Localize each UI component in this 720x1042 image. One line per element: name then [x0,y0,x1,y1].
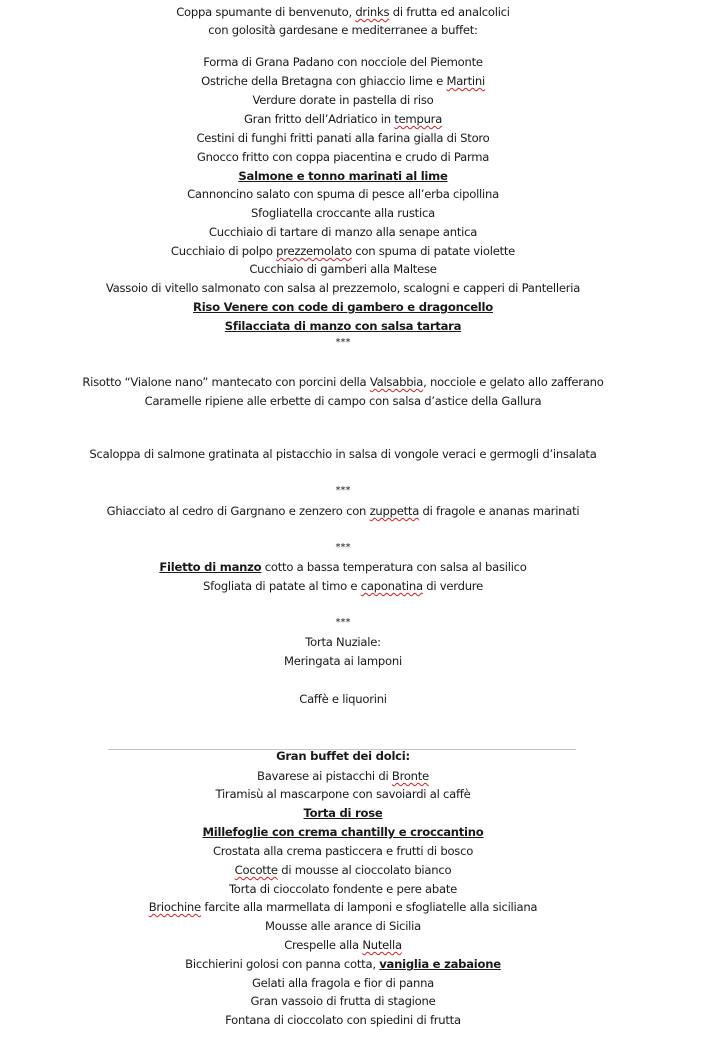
spellcheck-word: caponatina [360,579,423,593]
section-separator: *** [335,617,351,628]
spellcheck-word: drinks [355,5,390,19]
spellcheck-word: chantilly [340,825,395,839]
spellcheck-word: prezzemolato [276,244,352,258]
dolci-item: Torta di cioccolato fondente e pere abate [228,882,458,896]
dolci-item-highlight: Millefoglie con crema chantilly e croccantino [202,825,484,839]
sorbetto: Ghiacciato al cedro di Gargnano e zenzero con zuppetta di fragole e ananas marinati [106,504,580,518]
dolci-item: Mousse alle arance di Sicilia [265,919,421,933]
dolci-item: Gran vassoio di frutta di stagione [250,994,436,1008]
primo-risotto: Risotto “Vialone nano” mantecato con porcini della Valsabbia, nocciole e gelato allo zafferano [82,375,604,389]
spellcheck-word: Nutella [362,938,402,952]
buffet-item: Vassoio di vitello salmonato con salsa al prezzemolo, scalogni e capperi di Pantelleria [105,281,581,295]
spellcheck-word: Bronte [391,769,429,783]
dolci-item: Bavarese ai pistacchi di Bronte [257,769,429,783]
spellcheck-word: Valsabbia [369,375,424,389]
buffet-item: Ostriche della Bretagna con ghiaccio lime e Martini [201,74,485,88]
dolci-item: Briochine farcite alla marmellata di lamponi e sfogliatelle alla siciliana [148,900,538,914]
buffet-item: Gnocco fritto con coppa piacentina e crudo di Parma [196,150,490,164]
secondo-contorno: Sfogliata di patate al timo e caponatina di verdure [203,579,483,593]
section-separator: *** [335,542,351,553]
buffet-item-highlight: Sfilacciata di manzo con salsa tartara [224,319,462,333]
buffet-item-highlight: Riso Venere con code di gambero e dragoncello [193,300,493,314]
buffet-item: Gran fritto dell’Adriatico in tempura [243,112,443,126]
spellcheck-word: Briochine [148,900,201,914]
buffet-item: Cucchiaio di tartare di manzo alla senape antica [208,225,478,239]
intro-line-1: Coppa spumante di benvenuto, drinks di frutta ed analcolici [176,5,510,19]
torta-title: Torta Nuziale: [305,635,381,649]
buffet-item: Forma di Grana Padano con nocciole del Piemonte [203,55,483,69]
caffe-liquorini: Caffè e liquorini [299,692,387,706]
dolci-item: Tiramisù al mascarpone con savoiardi al caffè [215,787,471,801]
dolci-item: Fontana di cioccolato con spiedini di frutta [225,1013,461,1027]
primo-caramelle: Caramelle ripiene alle erbette di campo con salsa d’astice della Gallura [144,394,542,408]
dolci-item-highlight: Torta di rose [303,806,383,820]
dolci-item: Crostata alla crema pasticcera e frutti di bosco [212,844,474,858]
torta-name: Meringata ai lamponi [284,654,402,668]
section-separator: *** [335,485,351,496]
pesce-scaloppa: Scaloppa di salmone gratinata al pistacchio in salsa di vongole veraci e germogli d’insalata [89,447,597,461]
dolci-item: Cocotte di mousse al cioccolato bianco [234,863,452,877]
buffet-item: Verdure dorate in pastella di riso [252,93,434,107]
buffet-item: Cucchiaio di polpo prezzemolato con spuma di patate violette [170,244,516,258]
dolci-item: Crespelle alla Nutella [284,938,402,952]
dolci-item: Gelati alla fragola e fior di panna [251,976,435,990]
buffet-item-highlight: Salmone e tonno marinati al lime [238,169,448,183]
section-separator: *** [335,337,351,348]
dolci-title: Gran buffet dei dolci: [276,749,410,763]
buffet-item: Cestini di funghi fritti panati alla farina gialla di Storo [196,131,490,145]
spellcheck-word: Martini [446,74,485,88]
buffet-item: Cucchiaio di gamberi alla Maltese [249,262,437,276]
intro-line-2: con golosità gardesane e mediterranee a buffet: [208,23,478,37]
secondo-filetto: Filetto di manzo cotto a bassa temperatura con salsa al basilico [159,560,527,574]
buffet-item: Cannoncino salato con spuma di pesce all’erba cipollina [187,187,499,201]
spellcheck-word: Cocotte [234,863,278,877]
dolci-item: Bicchierini golosi con panna cotta, vaniglia e zabaione [185,957,501,971]
buffet-item: Sfogliatella croccante alla rustica [251,206,435,220]
spellcheck-word: tempura [394,112,443,126]
spellcheck-word: zuppetta [369,504,420,518]
